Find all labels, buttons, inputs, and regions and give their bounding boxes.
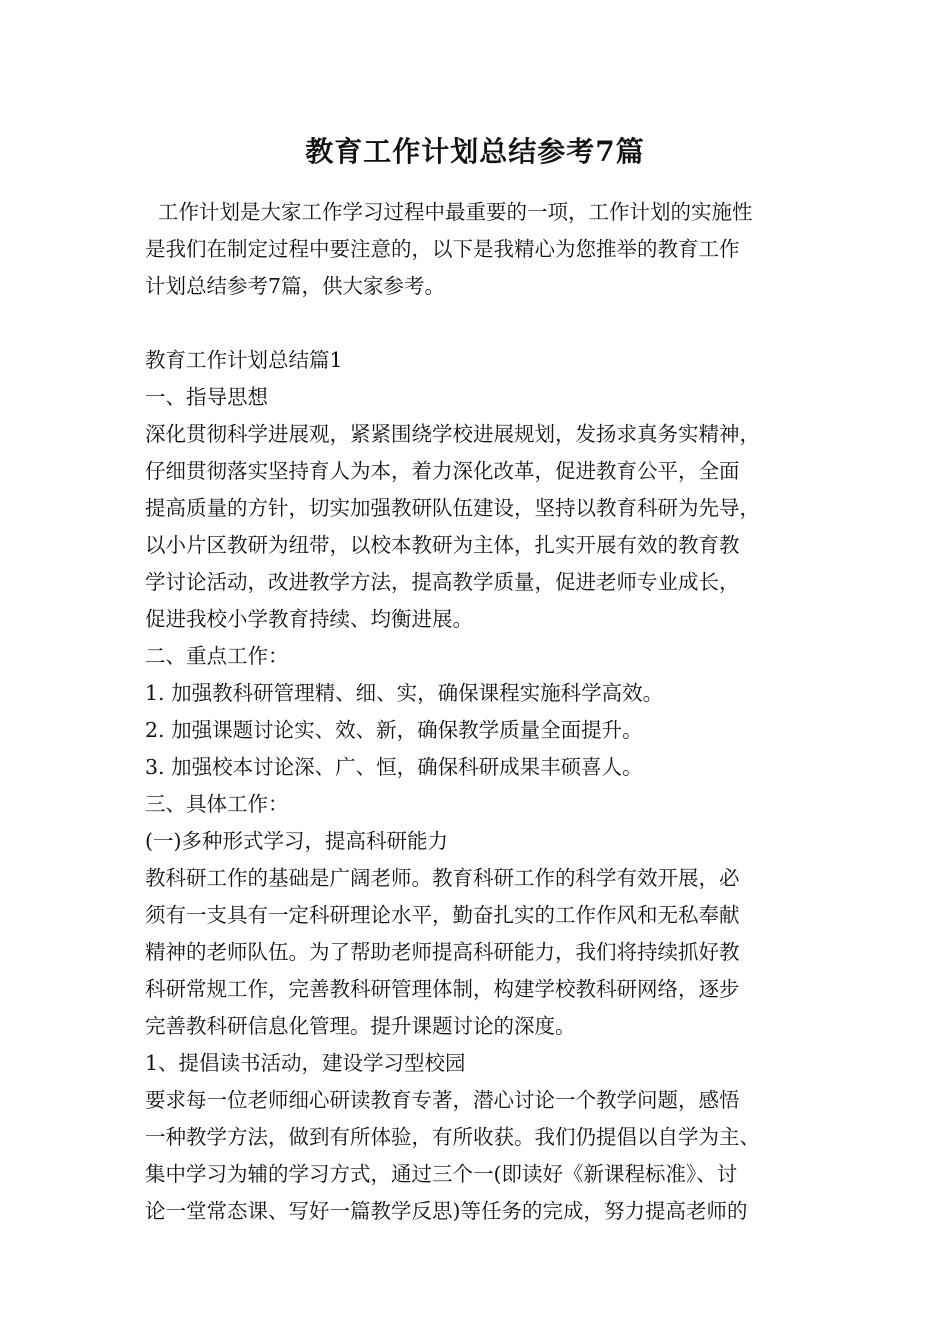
body-line: 论一堂常态课、写好一篇教学反思)等任务的完成，努力提高老师的 bbox=[145, 1199, 748, 1223]
body-line: 深化贯彻科学进展观，紧紧围绕学校进展规划，发扬求真务实精神， bbox=[145, 422, 760, 446]
body-line: 仔细贯彻落实坚持育人为本，着力深化改革，促进教育公平，全面 bbox=[145, 459, 740, 483]
body-line: 一种教学方法，做到有所体验，有所收获。我们仍提倡以自学为主、 bbox=[145, 1125, 760, 1149]
subsection-heading: 二、重点工作： bbox=[145, 644, 289, 668]
intro-line: 工作计划是大家工作学习过程中最重要的一项，工作计划的实施性 bbox=[145, 200, 753, 224]
document-title: 教育工作计划总结参考7篇 bbox=[305, 135, 645, 168]
intro-paragraph bbox=[145, 194, 815, 305]
body-line: 集中学习为辅的学习方式，通过三个一(即读好《新课程标准》、讨 bbox=[145, 1162, 738, 1186]
list-item: 2. 加强课题讨论实、效、新，确保教学质量全面提升。 bbox=[145, 718, 643, 742]
body-line: 须有一支具有一定科研理论水平，勤奋扎实的工作作风和无私奉献 bbox=[145, 903, 740, 927]
list-item: 1. 加强教科研管理精、细、实，确保课程实施科学高效。 bbox=[145, 681, 664, 705]
body-line: 提高质量的方针，切实加强教研队伍建设，坚持以教育科研为先导， bbox=[145, 496, 760, 520]
subsection-heading: (一)多种形式学习，提高科研能力 bbox=[145, 829, 448, 853]
subsection-heading: 1、提倡读书活动，建设学习型校园 bbox=[145, 1051, 466, 1075]
document-body bbox=[145, 342, 825, 1230]
body-line: 科研常规工作，完善教科研管理体制，构建学校教科研网络，逐步 bbox=[145, 977, 740, 1001]
list-item: 3. 加强校本讨论深、广、恒，确保科研成果丰硕喜人。 bbox=[145, 755, 643, 779]
body-line: 促进我校小学教育持续、均衡进展。 bbox=[145, 607, 473, 631]
body-line: 以小片区教研为纽带，以校本教研为主体，扎实开展有效的教育教 bbox=[145, 533, 740, 557]
body-line: 学讨论活动，改进教学方法，提高教学质量，促进老师专业成长， bbox=[145, 570, 740, 594]
subsection-heading: 一、指导思想 bbox=[145, 385, 268, 409]
body-line: 要求每一位老师细心研读教育专著，潜心讨论一个教学问题，感悟 bbox=[145, 1088, 740, 1112]
intro-line: 是我们在制定过程中要注意的，以下是我精心为您推举的教育工作 bbox=[145, 237, 740, 261]
body-line: 教科研工作的基础是广阔老师。教育科研工作的科学有效开展，必 bbox=[145, 866, 740, 890]
section-heading: 教育工作计划总结篇1 bbox=[145, 348, 343, 372]
intro-line: 计划总结参考7篇，供大家参考。 bbox=[145, 274, 446, 298]
body-line: 精神的老师队伍。为了帮助老师提高科研能力，我们将持续抓好教 bbox=[145, 940, 740, 964]
body-line: 完善教科研信息化管理。提升课题讨论的深度。 bbox=[145, 1014, 576, 1038]
subsection-heading: 三、具体工作： bbox=[145, 792, 289, 816]
